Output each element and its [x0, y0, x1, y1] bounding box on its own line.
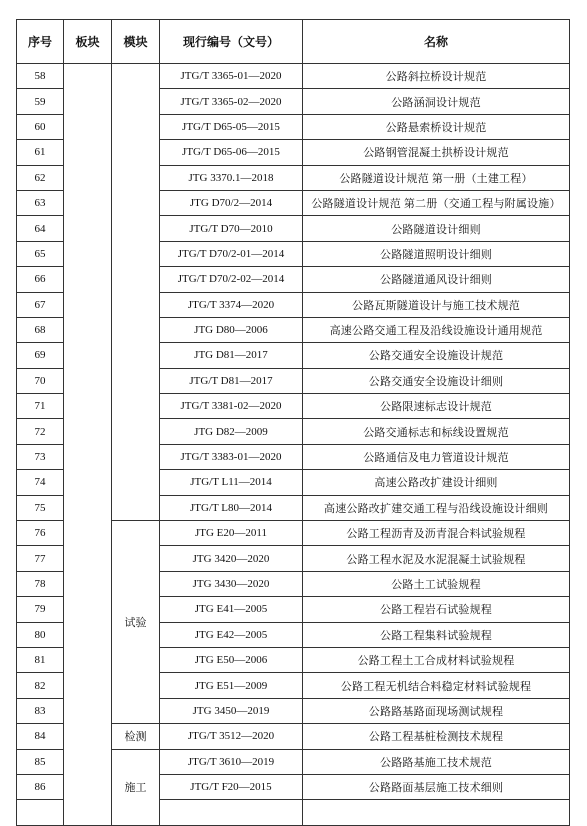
cell-name: 高速公路交通工程及沿线设施设计通用规范: [303, 317, 570, 342]
cell-name: 公路钢管混凝土拱桥设计规范: [303, 140, 570, 165]
cell-code: JTG D80—2006: [160, 317, 303, 342]
cell-code: JTG/T D81—2017: [160, 368, 303, 393]
cell-code: JTG/T 3365-01—2020: [160, 64, 303, 89]
cell-name: 公路工程土工合成材料试验规程: [303, 647, 570, 672]
cell-section: [64, 64, 112, 826]
cell-code: JTG/T 3381-02—2020: [160, 394, 303, 419]
cell-name: [303, 800, 570, 825]
cell-name: 公路工程岩石试验规程: [303, 597, 570, 622]
cell-name: 公路路面基层施工技术细则: [303, 774, 570, 799]
cell-code: JTG E50—2006: [160, 647, 303, 672]
cell-name: 公路斜拉桥设计规范: [303, 64, 570, 89]
cell-code: JTG/T D65-05—2015: [160, 114, 303, 139]
cell-name: 公路隧道通风设计细则: [303, 267, 570, 292]
cell-name: 公路工程水泥及水泥混凝土试验规程: [303, 546, 570, 571]
cell-seq: 83: [17, 698, 64, 723]
cell-code: JTG/T D70/2-01—2014: [160, 241, 303, 266]
cell-seq: 75: [17, 495, 64, 520]
cell-code: JTG 3430—2020: [160, 571, 303, 596]
cell-name: 公路瓦斯隧道设计与施工技术规范: [303, 292, 570, 317]
cell-seq: 64: [17, 216, 64, 241]
cell-code: JTG 3420—2020: [160, 546, 303, 571]
cell-seq: 70: [17, 368, 64, 393]
cell-module: 检测: [112, 724, 160, 749]
cell-code: JTG/T D65-06—2015: [160, 140, 303, 165]
cell-code: JTG E51—2009: [160, 673, 303, 698]
header-section: 板块: [64, 20, 112, 64]
cell-name: 高速公路改扩建设计细则: [303, 470, 570, 495]
cell-code: JTG/T 3512—2020: [160, 724, 303, 749]
cell-seq: 60: [17, 114, 64, 139]
header-module: 模块: [112, 20, 160, 64]
cell-name: 公路路基路面现场测试规程: [303, 698, 570, 723]
cell-module: [112, 64, 160, 521]
cell-module: 施工: [112, 749, 160, 825]
cell-name: 公路工程集料试验规程: [303, 622, 570, 647]
cell-name: 公路隧道照明设计细则: [303, 241, 570, 266]
table-row: [17, 64, 570, 89]
cell-name: 高速公路改扩建交通工程与沿线设施设计细则: [303, 495, 570, 520]
cell-code: JTG/T 3383-01—2020: [160, 444, 303, 469]
cell-seq: 63: [17, 190, 64, 215]
cell-seq: [17, 800, 64, 825]
cell-seq: 79: [17, 597, 64, 622]
cell-code: JTG/T 3365-02—2020: [160, 89, 303, 114]
cell-seq: 78: [17, 571, 64, 596]
header-seq: 序号: [17, 20, 64, 64]
cell-module: 试验: [112, 521, 160, 724]
cell-seq: 82: [17, 673, 64, 698]
cell-code: JTG/T D70/2-02—2014: [160, 267, 303, 292]
cell-code: JTG/T F20—2015: [160, 774, 303, 799]
cell-seq: 71: [17, 394, 64, 419]
cell-code: JTG E41—2005: [160, 597, 303, 622]
cell-code: JTG D81—2017: [160, 343, 303, 368]
cell-code: JTG E20—2011: [160, 521, 303, 546]
cell-code: JTG/T 3610—2019: [160, 749, 303, 774]
cell-seq: 76: [17, 521, 64, 546]
table-header-row: [17, 20, 570, 64]
cell-name: 公路交通安全设施设计规范: [303, 343, 570, 368]
cell-name: 公路土工试验规程: [303, 571, 570, 596]
cell-code: JTG/T D70—2010: [160, 216, 303, 241]
cell-code: [160, 800, 303, 825]
cell-name: 公路工程基桩检测技术规程: [303, 724, 570, 749]
standards-table: [16, 19, 570, 826]
header-name: 名称: [303, 20, 570, 64]
cell-seq: 65: [17, 241, 64, 266]
cell-seq: 73: [17, 444, 64, 469]
cell-name: 公路隧道设计细则: [303, 216, 570, 241]
cell-seq: 84: [17, 724, 64, 749]
cell-name: 公路限速标志设计规范: [303, 394, 570, 419]
cell-code: JTG/T 3374—2020: [160, 292, 303, 317]
cell-name: 公路工程沥青及沥青混合料试验规程: [303, 521, 570, 546]
table-body: [17, 64, 570, 826]
document-page: [16, 19, 570, 826]
cell-seq: 86: [17, 774, 64, 799]
cell-name: 公路交通标志和标线设置规范: [303, 419, 570, 444]
cell-code: JTG 3450—2019: [160, 698, 303, 723]
cell-name: 公路涵洞设计规范: [303, 89, 570, 114]
cell-code: JTG E42—2005: [160, 622, 303, 647]
cell-seq: 85: [17, 749, 64, 774]
cell-name: 公路隧道设计规范 第一册（土建工程）: [303, 165, 570, 190]
cell-seq: 77: [17, 546, 64, 571]
cell-seq: 59: [17, 89, 64, 114]
cell-seq: 61: [17, 140, 64, 165]
cell-seq: 68: [17, 317, 64, 342]
cell-name: 公路工程无机结合料稳定材料试验规程: [303, 673, 570, 698]
cell-seq: 66: [17, 267, 64, 292]
cell-seq: 80: [17, 622, 64, 647]
cell-seq: 74: [17, 470, 64, 495]
cell-name: 公路悬索桥设计规范: [303, 114, 570, 139]
cell-seq: 72: [17, 419, 64, 444]
cell-seq: 69: [17, 343, 64, 368]
cell-name: 公路隧道设计规范 第二册（交通工程与附属设施）: [303, 190, 570, 215]
header-code: 现行编号（文号）: [160, 20, 303, 64]
cell-seq: 58: [17, 64, 64, 89]
cell-code: JTG/T L80—2014: [160, 495, 303, 520]
cell-code: JTG 3370.1—2018: [160, 165, 303, 190]
cell-code: JTG/T L11—2014: [160, 470, 303, 495]
cell-name: 公路交通安全设施设计细则: [303, 368, 570, 393]
cell-seq: 67: [17, 292, 64, 317]
cell-seq: 81: [17, 647, 64, 672]
cell-name: 公路路基施工技术规范: [303, 749, 570, 774]
cell-code: JTG D70/2—2014: [160, 190, 303, 215]
cell-seq: 62: [17, 165, 64, 190]
cell-code: JTG D82—2009: [160, 419, 303, 444]
cell-name: 公路通信及电力管道设计规范: [303, 444, 570, 469]
